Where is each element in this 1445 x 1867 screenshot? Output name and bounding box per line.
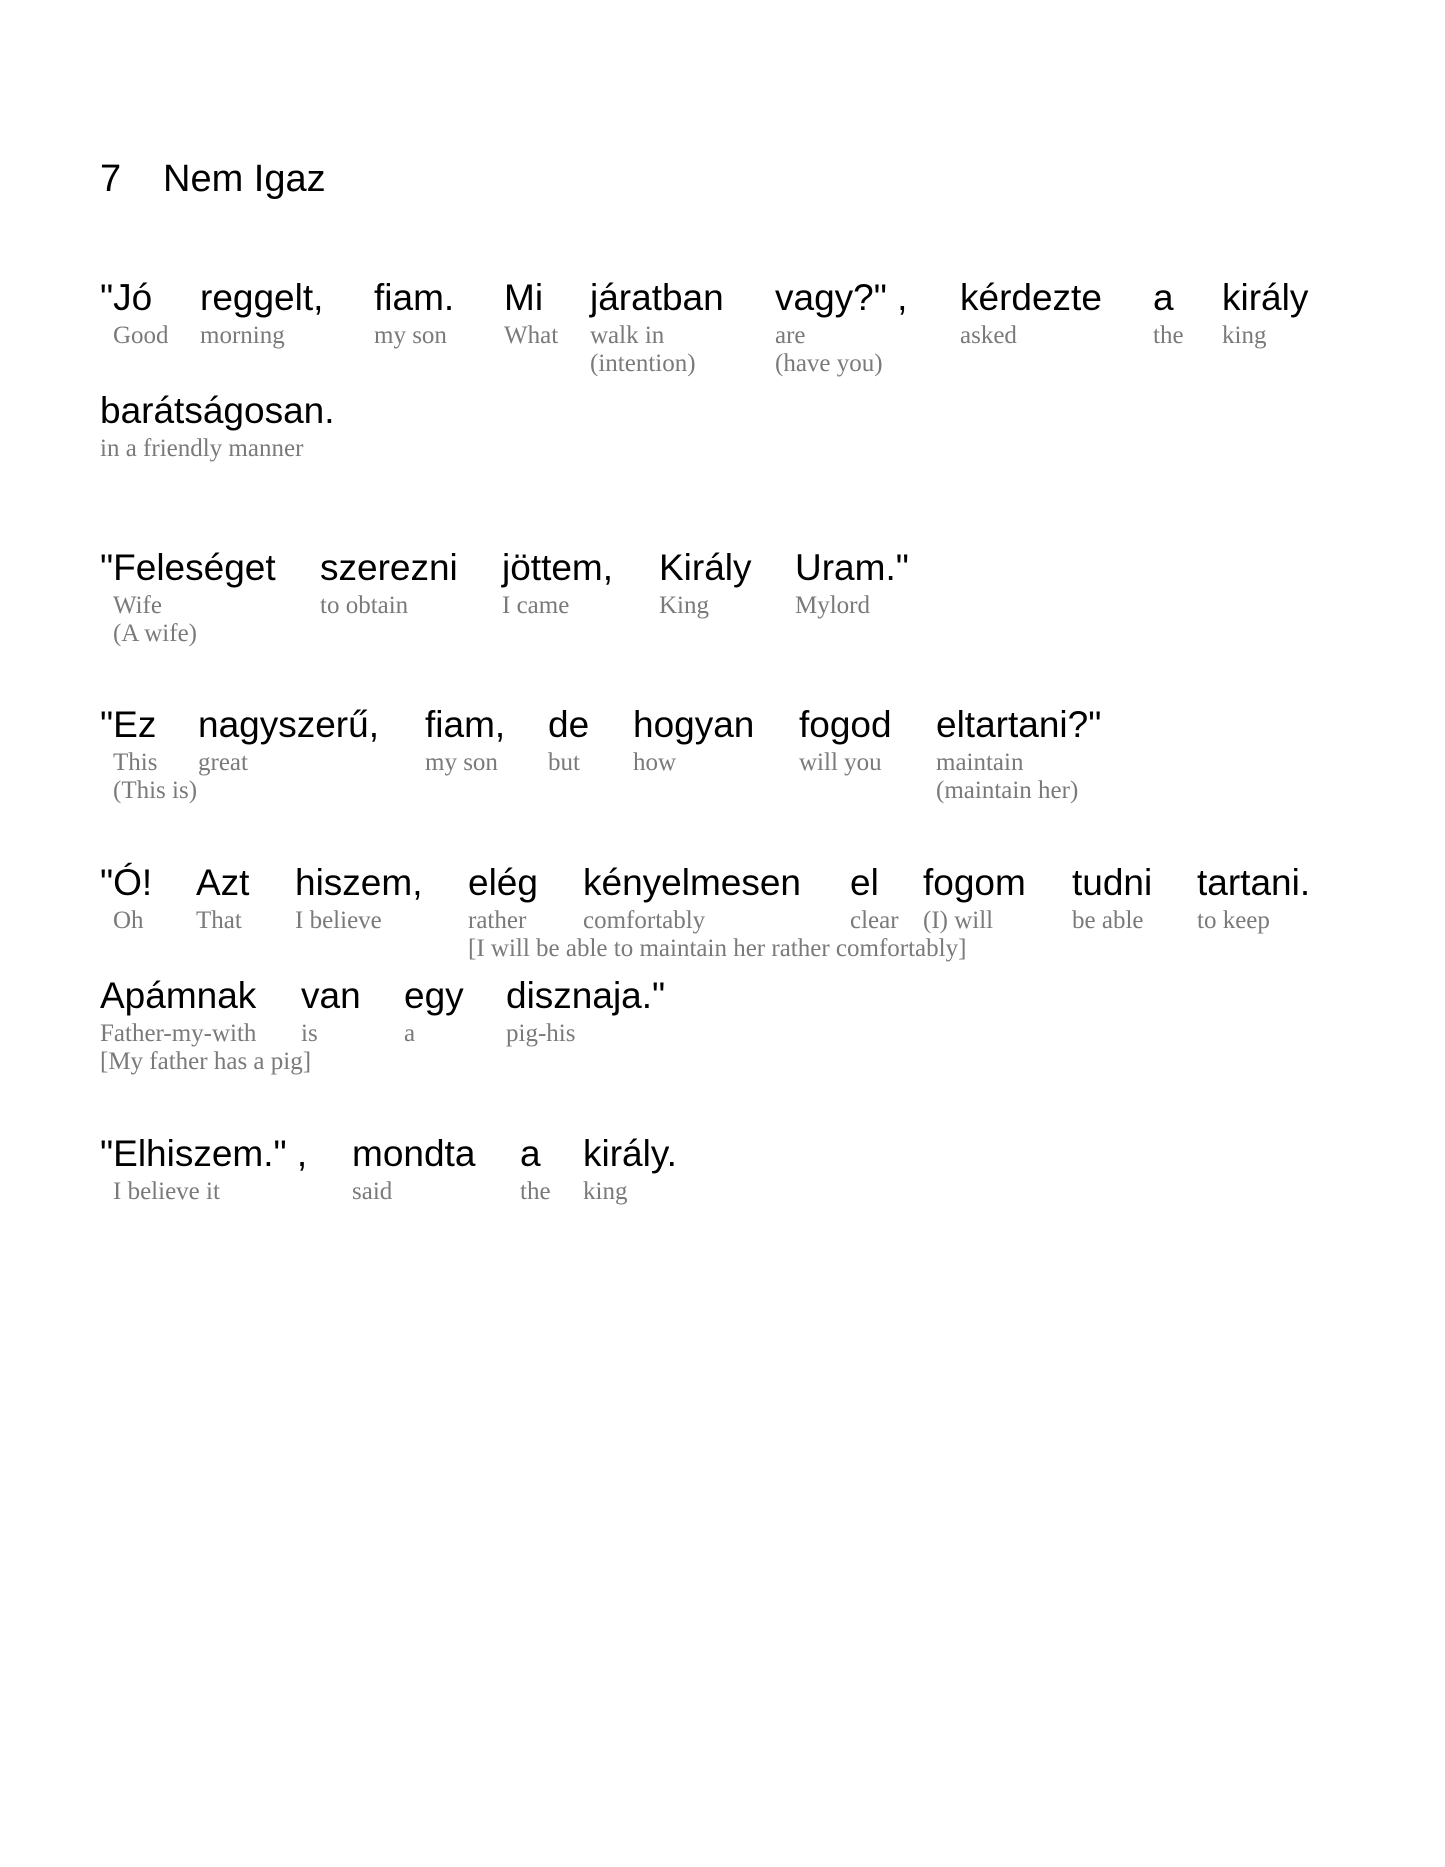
hungarian-word [659,546,752,590]
hungarian-word [583,1132,677,1176]
source-word: van [301,975,361,1016]
hungarian-word [502,546,613,590]
chapter-number: 7 [100,158,122,200]
gloss: will you [799,749,882,776]
hungarian-word [583,861,801,905]
gloss-block [320,590,408,620]
gloss: What [504,322,559,349]
hungarian-word [775,276,907,320]
gloss-block [775,320,883,378]
gloss: maintain [936,749,1024,776]
gloss-block [795,590,870,620]
hungarian-word [320,546,458,590]
hungarian-word [198,703,379,747]
hungarian-word [799,703,892,747]
source-word: egy [404,975,464,1016]
hungarian-word [795,546,909,590]
gloss: pig-his [506,1020,576,1047]
gloss-block [404,1018,415,1048]
gloss-secondary: (maintain her) [936,777,1079,804]
hungarian-word [936,703,1101,747]
hungarian-word [960,276,1102,320]
source-word: Azt [196,862,250,903]
source-word: Uram." [795,547,909,588]
hungarian-word [633,703,754,747]
source-word: elég [468,862,538,903]
free-translation: [I will be able to maintain her rather comfortably] [468,935,967,962]
gloss-block [100,1018,311,1076]
gloss: be able [1072,907,1144,934]
source-word: "Feleséget [100,547,276,588]
gloss: I believe it [113,1178,220,1205]
source-word: "Elhiszem." , [100,1133,308,1174]
chapter-name: Nem Igaz [163,158,326,200]
gloss-block [468,905,526,935]
gloss-block [799,747,882,777]
hungarian-word [1153,276,1174,320]
source-word: fiam, [425,704,506,745]
source-word: tudni [1072,862,1153,903]
gloss-block [502,590,569,620]
hungarian-word [504,276,543,320]
hungarian-word [520,1132,541,1176]
gloss-secondary: [My father has a pig] [100,1048,312,1075]
hungarian-word [295,861,422,905]
hungarian-word [548,703,589,747]
gloss: I came [502,592,570,619]
gloss-block [113,905,144,935]
gloss-block [520,1176,551,1206]
gloss: king [1222,322,1267,349]
gloss: Oh [113,907,144,934]
gloss-block [374,320,447,350]
gloss-secondary: (intention) [590,350,696,377]
gloss-block [100,433,303,463]
source-word: a [520,1133,541,1174]
gloss: to keep [1197,907,1270,934]
hungarian-word [200,276,323,320]
gloss-block [196,905,242,935]
gloss-block [352,1176,392,1206]
source-word: tartani. [1197,862,1311,903]
gloss-block [113,747,197,805]
hungarian-word [301,974,361,1018]
gloss: said [352,1178,393,1205]
gloss-block [113,590,197,648]
gloss-block [936,747,1078,805]
gloss: the [1153,322,1184,349]
gloss-secondary: (have you) [775,350,883,377]
gloss-block [923,905,993,935]
source-word: kérdezte [960,277,1102,318]
hungarian-word [100,703,156,747]
gloss-block [200,320,285,350]
gloss: clear [850,907,899,934]
gloss-block [113,1176,220,1206]
source-word: de [548,704,590,745]
gloss-block [198,747,248,777]
source-word: barátságosan. [100,390,335,431]
source-word: "Ó! [100,862,153,903]
gloss: This [113,749,158,776]
gloss-block [1153,320,1184,350]
hungarian-word [590,276,724,320]
gloss-block [113,320,169,350]
hungarian-word [100,974,256,1018]
source-word: Apámnak [100,975,257,1016]
gloss-block [960,320,1017,350]
hungarian-word [506,974,665,1018]
source-word: jöttem, [502,547,614,588]
source-word: vagy?" , [775,277,908,318]
gloss-block [583,1176,627,1206]
source-word: disznaja." [506,975,666,1016]
gloss-secondary: (This is) [113,777,198,804]
gloss-block [504,320,558,350]
gloss-block [633,747,676,777]
source-word: kényelmesen [583,862,802,903]
source-word: fogom [923,862,1026,903]
gloss: I believe [295,907,382,934]
gloss: King [659,592,709,619]
source-word: nagyszerű, [198,704,379,745]
gloss: to obtain [320,592,409,619]
hungarian-word [100,861,152,905]
hungarian-word [850,861,879,905]
source-word: "Ez [100,704,157,745]
gloss: is [301,1020,318,1047]
hungarian-word [1197,861,1310,905]
gloss: in a friendly manner [100,435,304,462]
source-word: eltartani?" [936,704,1102,745]
gloss: but [548,749,580,776]
hungarian-word [468,861,538,905]
gloss: great [198,749,248,776]
gloss: are [775,322,806,349]
gloss: morning [200,322,285,349]
hungarian-word [100,546,276,590]
hungarian-word [352,1132,475,1176]
gloss: (I) will [923,907,994,934]
source-word: szerezni [320,547,458,588]
gloss-block [590,320,696,378]
gloss: my son [425,749,498,776]
hungarian-word [1222,276,1308,320]
source-word: király. [583,1133,677,1174]
source-word: hogyan [633,704,755,745]
source-word: Király [659,547,752,588]
gloss: my son [374,322,447,349]
gloss: walk in [590,322,665,349]
source-word: fiam. [374,277,455,318]
hungarian-word [100,389,335,433]
gloss: king [583,1178,628,1205]
source-word: király [1222,277,1309,318]
gloss-block [850,905,899,935]
gloss: asked [960,322,1017,349]
gloss-block [1072,905,1143,935]
gloss: comfortably [583,907,706,934]
source-word: a [1153,277,1174,318]
source-word: fogod [799,704,892,745]
gloss-block [506,1018,575,1048]
source-word: mondta [352,1133,476,1174]
gloss-block [583,905,705,935]
gloss-block [659,590,709,620]
gloss: a [404,1020,416,1047]
gloss: Good [113,322,169,349]
hungarian-word [923,861,1026,905]
source-word: hiszem, [295,862,423,903]
gloss: Mylord [795,592,870,619]
gloss: That [196,907,242,934]
gloss-block [548,747,580,777]
gloss-block [1222,320,1266,350]
source-word: járatban [590,277,724,318]
hungarian-word [100,1132,307,1176]
gloss-secondary: (A wife) [113,620,197,647]
hungarian-word [100,276,152,320]
gloss: rather [468,907,527,934]
source-word: reggelt, [200,277,324,318]
source-word: "Jó [100,277,153,318]
source-word: el [850,862,879,903]
gloss-block [425,747,498,777]
gloss-block [295,905,382,935]
hungarian-word [404,974,464,1018]
gloss: Wife [113,592,162,619]
gloss: Father-my-with [100,1020,257,1047]
gloss: how [633,749,677,776]
hungarian-word [1072,861,1152,905]
gloss-block [301,1018,318,1048]
gloss: the [520,1178,551,1205]
hungarian-word [196,861,249,905]
hungarian-word [374,276,454,320]
hungarian-word [425,703,505,747]
gloss-block [1197,905,1270,935]
source-word: Mi [504,277,544,318]
